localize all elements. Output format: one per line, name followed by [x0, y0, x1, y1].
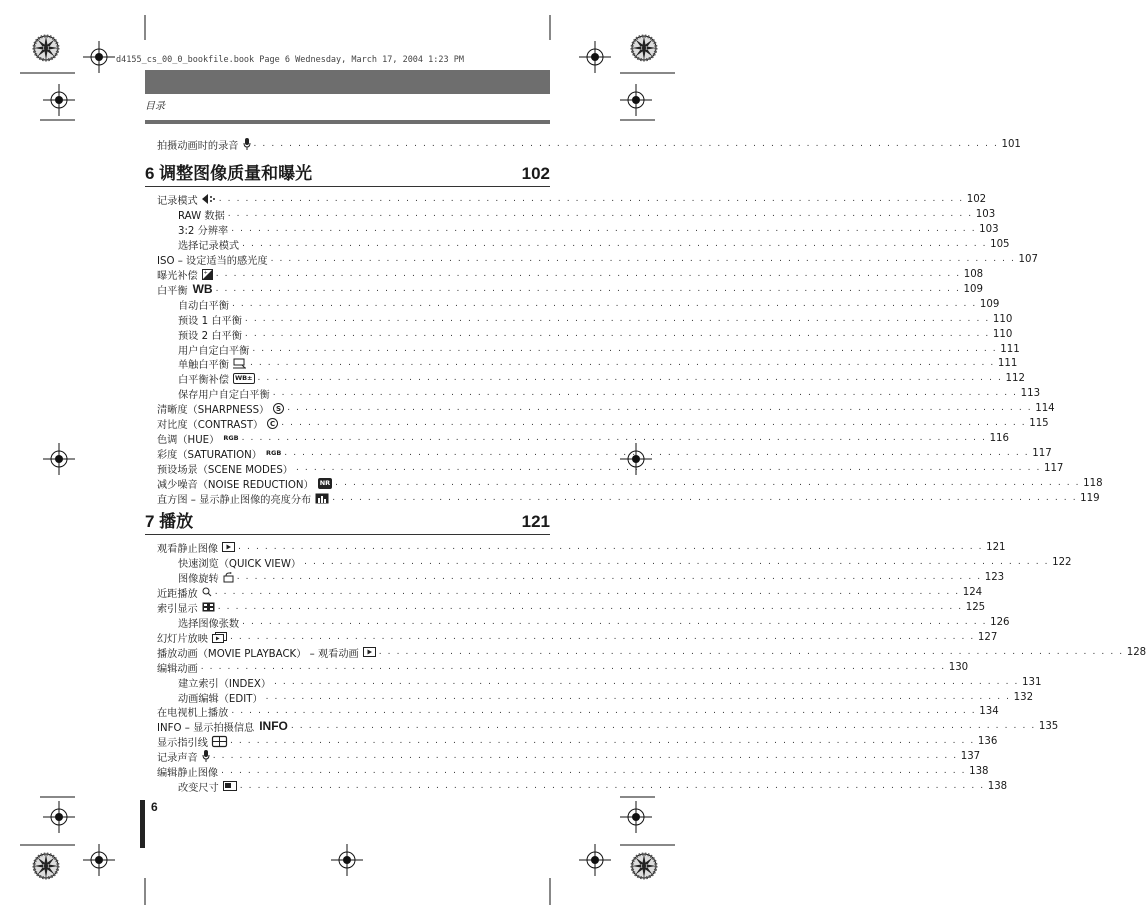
leader-dots: . . . . . . . . . . . . . . . . . . . . . . . . . . . . . . . . . . . . . . . . . . . . . . . . . . . . . . . . . . . . . . . . . . . . . . . . . . . . . . . . . . . . — [242, 617, 988, 627]
toc-entry[interactable] — [157, 282, 983, 297]
leader-dots: . . . . . . . . . . . . . . . . . . . . . . . . . . . . . . . . . . . . . . . . . . . . . . . . . . . . . . . . . . . . . . . . . . . . . . . . . . . . . . . . . . . . — [378, 647, 1124, 657]
toc-entry-label: 直方图 – 显示静止图像的亮度分布 — [157, 494, 312, 506]
toc-entry-page: 107 — [1018, 253, 1038, 265]
leader-dots: . . . . . . . . . . . . . . . . . . . . . . . . . . . . . . . . . . . . . . . . . . . . . . . . . . . . . . . . . . . . . . . . . . . . . . . . . . . . . . . . . . . . — [227, 209, 973, 219]
toc-entry[interactable] — [157, 540, 1006, 555]
toc-entry-page: 105 — [990, 238, 1010, 250]
svg-text:+: + — [203, 269, 208, 276]
leader-dots: . . . . . . . . . . . . . . . . . . . . . . . . . . . . . . . . . . . . . . . . . . . . . . . . . . . . . . . . . . . . . . . . . . . . . . . . . . . . . . . . . . . . — [257, 373, 1003, 383]
leader-dots: . . . . . . . . . . . . . . . . . . . . . . . . . . . . . . . . . . . . . . . . . . . . . . . . . . . . . . . . . . . . . . . . . . . . . . . . . . . . . . . . . . . . — [241, 433, 987, 443]
toc-entry-page: 109 — [963, 283, 983, 295]
leader-dots: . . . . . . . . . . . . . . . . . . . . . . . . . . . . . . . . . . . . . . . . . . . . . . . . . . . . . . . . . . . . . . . . . . . . . . . . . . . . . . . . . . . . — [229, 736, 975, 746]
chapter-rule — [145, 186, 550, 187]
toc-entry-label: 白平衡补偿 — [178, 374, 229, 386]
toc-entry-label: 预设 1 白平衡 — [178, 315, 242, 327]
toc-entry[interactable] — [157, 431, 1010, 446]
leader-dots: . . . . . . . . . . . . . . . . . . . . . . . . . . . . . . . . . . . . . . . . . . . . . . . . . . . . . . . . . . . . . . . . . . . . . . . . . . . . . . . . . . . . — [244, 314, 990, 324]
leader-dots: . . . . . . . . . . . . . . . . . . . . . . . . . . . . . . . . . . . . . . . . . . . . . . . . . . . . . . . . . . . . . . . . . . . . . . . . . . . . . . . . . . . . — [214, 587, 960, 597]
header-rule — [145, 120, 550, 124]
toc-entry-page: 113 — [1020, 387, 1041, 399]
crosshair-icon — [620, 84, 652, 116]
wb-comp-icon: WB± — [234, 373, 253, 382]
toc-entry[interactable] — [157, 734, 998, 749]
toc-entry[interactable] — [157, 137, 1021, 152]
play-icon — [222, 542, 235, 552]
toc-entry-label: 预设场景（SCENE MODES） — [157, 464, 293, 476]
leader-dots: . . . . . . . . . . . . . . . . . . . . . . . . . . . . . . . . . . . . . . . . . . . . . . . . . . . . . . . . . . . . . . . . . . . . . . . . . . . . . . . . . . . . — [200, 662, 946, 672]
toc-entry-label: 预设 2 白平衡 — [178, 330, 242, 342]
toc-entry-label: 对比度（CONTRAST） — [157, 419, 264, 431]
toc-entry[interactable] — [178, 207, 996, 222]
toc-entry-page: 111 — [1000, 343, 1020, 355]
histogram-icon — [315, 493, 329, 504]
toc-entry[interactable] — [157, 645, 1146, 660]
page-number: 6 — [151, 800, 158, 814]
toc-entry[interactable] — [178, 371, 1025, 386]
leader-dots: . . . . . . . . . . . . . . . . . . . . . . . . . . . . . . . . . . . . . . . . . . . . . . . . . . . . . . . . . . . . . . . . . . . . . . . . . . . . . . . . . . . . — [215, 284, 961, 294]
leader-dots: . . . . . . . . . . . . . . . . . . . . . . . . . . . . . . . . . . . . . . . . . . . . . . . . . . . . . . . . . . . . . . . . . . . . . . . . . . . . . . . . . . . . — [215, 269, 961, 279]
chapter-page: 102 — [521, 164, 550, 183]
toc-entry-page: 123 — [984, 571, 1005, 583]
toc-entry[interactable] — [157, 401, 1055, 416]
toc-entry-page: 126 — [990, 616, 1010, 628]
toc-entry-label: 观看静止图像 — [157, 543, 219, 555]
resize-icon — [223, 781, 237, 791]
toc-entry-page: 121 — [986, 541, 1006, 553]
wb-icon: WB — [192, 282, 213, 296]
toc-entry-label: 用户自定白平衡 — [178, 345, 250, 357]
crosshair-icon — [331, 844, 363, 876]
star-target-icon — [632, 36, 656, 60]
leader-dots: . . . . . . . . . . . . . . . . . . . . . . . . . . . . . . . . . . . . . . . . . . . . . . . . . . . . . . . . . . . . . . . . . . . . . . . . . . . . . . . . . . . . — [270, 254, 1016, 264]
rotate-icon — [223, 572, 234, 583]
toc-entry[interactable] — [157, 630, 998, 645]
toc-entry-label: 动画编辑（EDIT） — [178, 693, 263, 705]
toc-entry-label: 彩度（SATURATION） — [157, 449, 262, 461]
toc-entry-label: 编辑动画 — [157, 663, 198, 675]
toc-entry[interactable] — [157, 461, 1064, 476]
chapter-heading[interactable] — [145, 162, 550, 184]
svg-text:S: S — [276, 404, 282, 413]
toc-entry[interactable] — [157, 704, 999, 719]
toc-entry[interactable] — [178, 675, 1042, 690]
chapter-title: 6 调整图像质量和曝光 — [145, 164, 313, 183]
toc-entry-page: 108 — [963, 268, 984, 280]
leader-dots: . . . . . . . . . . . . . . . . . . . . . . . . . . . . . . . . . . . . . . . . . . . . . . . . . . . . . . . . . . . . . . . . . . . . . . . . . . . . . . . . . . . . — [217, 602, 963, 612]
crosshair-icon — [43, 84, 75, 116]
toc-entry-page: 109 — [979, 298, 1000, 310]
toc-entry[interactable] — [178, 222, 999, 237]
toc-entry[interactable] — [178, 237, 1010, 252]
crosshair-icon — [579, 844, 611, 876]
leader-dots: . . . . . . . . . . . . . . . . . . . . . . . . . . . . . . . . . . . . . . . . . . . . . . . . . . . . . . . . . . . . . . . . . . . . . . . . . . . . . . . . . . . . — [290, 721, 1036, 731]
toc-entry[interactable] — [157, 585, 983, 600]
contrast-icon — [267, 418, 278, 429]
leader-dots: . . . . . . . . . . . . . . . . . . . . . . . . . . . . . . . . . . . . . . . . . . . . . . . . . . . . . . . . . . . . . . . . . . . . . . . . . . . . . . . . . . . . — [218, 194, 964, 204]
toc-entry[interactable] — [178, 779, 1008, 794]
guide-line-icon — [212, 736, 227, 747]
toc-entry[interactable] — [157, 660, 969, 675]
sharpness-icon — [273, 403, 284, 414]
leader-dots: . . . . . . . . . . . . . . . . . . . . . . . . . . . . . . . . . . . . . . . . . . . . . . . . . . . . . . . . . . . . . . . . . . . . . . . . . . . . . . . . . . . . — [296, 463, 1041, 473]
toc-entry-page: 130 — [948, 661, 969, 673]
leader-dots: . . . . . . . . . . . . . . . . . . . . . . . . . . . . . . . . . . . . . . . . . . . . . . . . . . . . . . . . . . . . . . . . . . . . . . . . . . . . . . . . . . . . — [304, 557, 1050, 567]
leader-dots: . . . . . . . . . . . . . . . . . . . . . . . . . . . . . . . . . . . . . . . . . . . . . . . . . . . . . . . . . . . . . . . . . . . . . . . . . . . . . . . . . . . . — [253, 139, 999, 149]
crosshair-icon — [43, 443, 75, 475]
toc-entry-label: 在电视机上播放 — [157, 707, 229, 719]
toc-entry-label: 清晰度（SHARPNESS） — [157, 404, 270, 416]
toc-entry-page: 101 — [1001, 138, 1021, 150]
toc-entry-label: 播放动画（MOVIE PLAYBACK） – 观看动画 — [157, 648, 359, 660]
leader-dots: . . . . . . . . . . . . . . . . . . . . . . . . . . . . . . . . . . . . . . . . . . . . . . . . . . . . . . . . . . . . . . . . . . . . . . . . . . . . . . . . . . . . — [238, 542, 984, 552]
leader-dots: . . . . . . . . . . . . . . . . . . . . . . . . . . . . . . . . . . . . . . . . . . . . . . . . . . . . . . . . . . . . . . . . . . . . . . . . . . . . . . . . . . . . — [244, 329, 990, 339]
toc-entry[interactable] — [157, 600, 986, 615]
toc-entry[interactable] — [178, 570, 1005, 585]
section-label: 目录 — [145, 101, 165, 112]
toc-entry-page: 138 — [987, 780, 1008, 792]
toc-entry-page: 138 — [969, 765, 989, 777]
leader-dots: . . . . . . . . . . . . . . . . . . . . . . . . . . . . . . . . . . . . . . . . . . . . . . . . . . . . . . . . . . . . . . . . . . . . . . . . . . . . . . . . . . . . — [221, 766, 967, 776]
leader-dots: . . . . . . . . . . . . . . . . . . . . . . . . . . . . . . . . . . . . . . . . . . . . . . . . . . . . . . . . . . . . . . . . . . . . . . . . . . . . . . . . . . . . — [231, 224, 977, 234]
leader-dots: . . . . . . . . . . . . . . . . . . . . . . . . . . . . . . . . . . . . . . . . . . . . . . . . . . . . . . . . . . . . . . . . . . . . . . . . . . . . . . . . . . . . — [335, 478, 1081, 488]
toc-entry-page: 128 — [1126, 646, 1146, 658]
leader-dots: . . . . . . . . . . . . . . . . . . . . . . . . . . . . . . . . . . . . . . . . . . . . . . . . . . . . . . . . . . . . . . . . . . . . . . . . . . . . . . . . . . . . — [274, 677, 1019, 687]
crosshair-icon — [83, 844, 115, 876]
toc-entry-label: 选择图像张数 — [178, 618, 240, 630]
toc-entry[interactable] — [157, 252, 1038, 267]
leader-dots: . . . . . . . . . . . . . . . . . . . . . . . . . . . . . . . . . . . . . . . . . . . . . . . . . . . . . . . . . . . . . . . . . . . . . . . . . . . . . . . . . . . . — [252, 344, 998, 354]
toc-entry-label: 单触白平衡 — [178, 359, 229, 371]
toc-entry[interactable] — [157, 719, 1059, 734]
index-icon — [202, 602, 215, 612]
toc-entry-page: 116 — [989, 432, 1010, 444]
star-target-icon — [632, 854, 656, 878]
exposure-comp-icon — [202, 269, 213, 280]
toc-entry-page: 134 — [979, 705, 999, 717]
toc-entry[interactable] — [157, 749, 981, 764]
toc-entry[interactable] — [157, 491, 1100, 506]
toc-entry-label: 编辑静止图像 — [157, 767, 219, 779]
info-icon: INFO — [259, 719, 288, 733]
toc-entry-label: 拍摄动画时的录音 — [157, 140, 239, 152]
book-file-line: d4155_cs_00_0_bookfile.book Page 6 Wednesday, March 17, 2004 1:23 PM — [116, 55, 464, 65]
leader-dots: . . . . . . . . . . . . . . . . . . . . . . . . . . . . . . . . . . . . . . . . . . . . . . . . . . . . . . . . . . . . . . . . . . . . . . . . . . . . . . . . . . . . — [249, 358, 995, 368]
leader-dots: . . . . . . . . . . . . . . . . . . . . . . . . . . . . . . . . . . . . . . . . . . . . . . . . . . . . . . . . . . . . . . . . . . . . . . . . . . . . . . . . . . . . — [332, 493, 1078, 503]
toc-entry-page: 137 — [960, 750, 981, 762]
leader-dots: . . . . . . . . . . . . . . . . . . . . . . . . . . . . . . . . . . . . . . . . . . . . . . . . . . . . . . . . . . . . . . . . . . . . . . . . . . . . . . . . . . . . — [265, 692, 1011, 702]
toc-entry[interactable] — [157, 476, 1103, 491]
toc-entry-page: 110 — [992, 313, 1013, 325]
toc-entry-label: 记录模式 — [157, 195, 198, 207]
record-mode-icon — [202, 194, 216, 204]
star-target-icon — [34, 854, 58, 878]
toc-entry-page: 127 — [977, 631, 998, 643]
toc-entry[interactable] — [178, 690, 1034, 705]
leader-dots: . . . . . . . . . . . . . . . . . . . . . . . . . . . . . . . . . . . . . . . . . . . . . . . . . . . . . . . . . . . . . . . . . . . . . . . . . . . . . . . . . . . . — [284, 448, 1030, 458]
toc-entry[interactable] — [178, 342, 1020, 357]
leader-dots: . . . . . . . . . . . . . . . . . . . . . . . . . . . . . . . . . . . . . . . . . . . . . . . . . . . . . . . . . . . . . . . . . . . . . . . . . . . . . . . . . . . . — [272, 388, 1018, 398]
toc-entry[interactable] — [178, 615, 1010, 630]
toc-entry[interactable] — [157, 416, 1049, 431]
toc-entry-page: 110 — [992, 328, 1013, 340]
toc-entry-label: 减少噪音（NOISE REDUCTION） — [157, 479, 314, 491]
play-icon — [363, 647, 376, 657]
toc-entry[interactable] — [178, 312, 1013, 327]
toc-entry-page: 102 — [966, 193, 987, 205]
noise-reduction-icon: NR — [319, 478, 331, 487]
toc-entry-page: 136 — [977, 735, 998, 747]
leader-dots: . . . . . . . . . . . . . . . . . . . . . . . . . . . . . . . . . . . . . . . . . . . . . . . . . . . . . . . . . . . . . . . . . . . . . . . . . . . . . . . . . . . . — [229, 632, 975, 642]
toc-entry-page: 124 — [962, 586, 983, 598]
chapter-heading[interactable] — [145, 510, 550, 532]
toc-entry[interactable] — [178, 356, 1018, 371]
star-target-icon — [34, 36, 58, 60]
leader-dots: . . . . . . . . . . . . . . . . . . . . . . . . . . . . . . . . . . . . . . . . . . . . . . . . . . . . . . . . . . . . . . . . . . . . . . . . . . . . . . . . . . . . — [231, 706, 977, 716]
svg-text:C: C — [270, 419, 276, 428]
toc-entry-label: RAW 数据 — [178, 210, 225, 222]
microphone-icon — [243, 138, 251, 150]
chapter-title: 7 播放 — [145, 512, 194, 531]
crosshair-icon — [579, 41, 611, 73]
toc-entry-label: 选择记录模式 — [178, 240, 240, 252]
toc-entry-label: INFO – 显示拍摄信息 — [157, 722, 255, 734]
crosshair-icon — [83, 41, 115, 73]
saturation-icon: RGB — [265, 449, 282, 457]
leader-dots: . . . . . . . . . . . . . . . . . . . . . . . . . . . . . . . . . . . . . . . . . . . . . . . . . . . . . . . . . . . . . . . . . . . . . . . . . . . . . . . . . . . . — [212, 751, 958, 761]
leader-dots: . . . . . . . . . . . . . . . . . . . . . . . . . . . . . . . . . . . . . . . . . . . . . . . . . . . . . . . . . . . . . . . . . . . . . . . . . . . . . . . . . . . . — [281, 418, 1027, 428]
toc-entry-page: 117 — [1043, 462, 1064, 474]
toc-entry-label: 图像旋转 — [178, 573, 219, 585]
crosshair-icon — [620, 801, 652, 833]
microphone-icon — [202, 750, 210, 762]
toc-entry-page: 132 — [1013, 691, 1034, 703]
leader-dots: . . . . . . . . . . . . . . . . . . . . . . . . . . . . . . . . . . . . . . . . . . . . . . . . . . . . . . . . . . . . . . . . . . . . . . . . . . . . . . . . . . . . — [242, 239, 988, 249]
toc-entry-page: 103 — [979, 223, 999, 235]
toc-entry-label: 色调（HUE） — [157, 434, 220, 446]
chapter-rule — [145, 534, 550, 535]
zoom-icon — [202, 587, 212, 597]
toc-entry[interactable] — [178, 386, 1041, 401]
toc-entry-label: 幻灯片放映 — [157, 633, 208, 645]
one-touch-wb-icon — [233, 358, 247, 369]
toc-entry-label: 改变尺寸 — [178, 782, 219, 794]
toc-entry-label: 近距播放 — [157, 588, 198, 600]
toc-entry[interactable] — [178, 555, 1072, 570]
toc-entry-page: 135 — [1038, 720, 1059, 732]
toc-entry[interactable] — [178, 297, 1000, 312]
hue-icon: RGB — [223, 434, 239, 442]
toc-entry-label: 保存用户自定白平衡 — [178, 389, 270, 401]
toc-entry[interactable] — [157, 446, 1052, 461]
toc-entry-page: 122 — [1052, 556, 1072, 568]
toc-entry[interactable] — [178, 327, 1013, 342]
toc-entry[interactable] — [157, 192, 987, 207]
toc-entry[interactable] — [157, 267, 984, 282]
toc-entry-label: 索引显示 — [157, 603, 198, 615]
toc-entry-label: 自动白平衡 — [178, 300, 229, 312]
toc-entry-label: 记录声音 — [157, 752, 198, 764]
leader-dots: . . . . . . . . . . . . . . . . . . . . . . . . . . . . . . . . . . . . . . . . . . . . . . . . . . . . . . . . . . . . . . . . . . . . . . . . . . . . . . . . . . . . — [231, 299, 977, 309]
toc-entry-page: 103 — [975, 208, 996, 220]
leader-dots: . . . . . . . . . . . . . . . . . . . . . . . . . . . . . . . . . . . . . . . . . . . . . . . . . . . . . . . . . . . . . . . . . . . . . . . . . . . . . . . . . . . . — [239, 781, 985, 791]
leader-dots: . . . . . . . . . . . . . . . . . . . . . . . . . . . . . . . . . . . . . . . . . . . . . . . . . . . . . . . . . . . . . . . . . . . . . . . . . . . . . . . . . . . . — [287, 403, 1033, 413]
toc-entry-label: 3:2 分辨率 — [178, 225, 229, 237]
toc-entry-page: 131 — [1021, 676, 1042, 688]
toc-entry-page: 111 — [997, 357, 1018, 369]
page-number-bar — [140, 800, 145, 848]
chapter-page: 121 — [521, 512, 550, 531]
toc-entry-label: 白平衡 — [157, 285, 188, 297]
toc-entry-label: 曝光补偿 — [157, 270, 198, 282]
toc-entry-page: 117 — [1032, 447, 1052, 459]
toc-entry-label: ISO – 设定适当的感光度 — [157, 255, 268, 267]
toc-entry-label: 快速浏览（QUICK VIEW） — [178, 558, 302, 570]
slideshow-icon — [212, 632, 227, 643]
toc-entry-page: 118 — [1083, 477, 1103, 489]
crosshair-icon — [43, 801, 75, 833]
toc-entry-label: 显示指引线 — [157, 737, 208, 749]
leader-dots: . . . . . . . . . . . . . . . . . . . . . . . . . . . . . . . . . . . . . . . . . . . . . . . . . . . . . . . . . . . . . . . . . . . . . . . . . . . . . . . . . . . . — [236, 572, 982, 582]
toc-entry-page: 125 — [965, 601, 986, 613]
header-bar — [145, 70, 550, 94]
toc-entry-page: 112 — [1005, 372, 1025, 384]
toc-entry-page: 119 — [1080, 492, 1100, 504]
toc-entry-page: 114 — [1035, 402, 1055, 414]
toc-entry[interactable] — [157, 764, 989, 779]
toc-entry-label: 建立索引（INDEX） — [178, 678, 272, 690]
toc-entry-page: 115 — [1029, 417, 1049, 429]
